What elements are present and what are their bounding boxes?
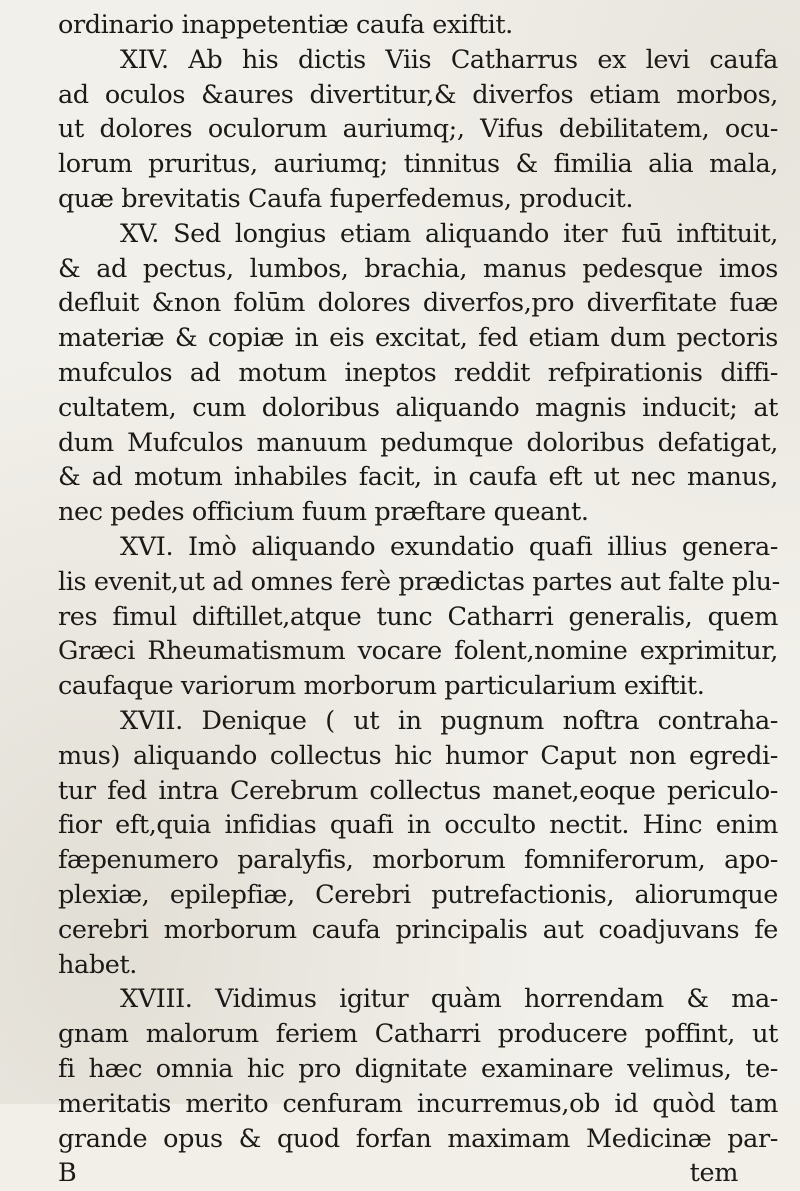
text-line: XVII. Denique ( ut in pugnum noftra contraha- (120, 705, 778, 736)
text-line: nec pedes officium fuum præftare queant. (58, 497, 589, 528)
text-line: mus) aliquando collectus hic humor Caput non egredi- (58, 740, 778, 771)
text-line: plexiæ, epilepfiæ, Cerebri putrefactionis, aliorumque (58, 879, 778, 910)
text-line: XVI. Imò aliquando exundatio quafi illius genera- (120, 531, 778, 562)
text-line: defluit &non folūm dolores diverfos,pro diverfitate fuæ (58, 288, 778, 319)
body-text (58, 8, 778, 1191)
text-line: fæpenumero paralyfis, morborum fomniferorum, apo- (58, 845, 778, 876)
catchword: tem (689, 1158, 738, 1189)
text-line: lorum pruritus, auriumq; tinnitus & fimilia alia mala, (58, 149, 778, 180)
text-line: & ad motum inhabiles facit, in caufa eft ut nec manus, (58, 462, 778, 493)
text-line: Græci Rheumatismum vocare folent,nomine exprimitur, (58, 636, 778, 667)
signature-mark: B (58, 1158, 77, 1189)
text-line: XIV. Ab his dictis Viis Catharrus ex levi caufa (120, 44, 778, 75)
footer-line (58, 1156, 778, 1191)
text-line: XVIII. Vidimus igitur quàm horrendam & ma- (120, 984, 778, 1015)
text-line: quæ brevitatis Caufa fuperfedemus, producit. (58, 183, 634, 214)
text-line: cerebri morborum caufa principalis aut coadjuvans fe (58, 914, 778, 945)
text-line: fior eft,quia infidias quafi in occulto nectit. Hinc enim (58, 810, 778, 841)
text-line: grande opus & quod forfan maximam Medicinæ par- (58, 1123, 778, 1154)
text-line: res fimul diftillet,atque tunc Catharri generalis, quem (58, 601, 778, 632)
text-line: habet. (58, 949, 137, 980)
text-line: tur fed intra Cerebrum collectus manet,eoque periculo- (58, 775, 778, 806)
text-line: ad oculos &aures divertitur,& diverfos etiam morbos, (58, 79, 778, 110)
text-line: materiæ & copiæ in eis excitat, fed etiam dum pectoris (58, 323, 778, 354)
text-line: caufaque variorum morborum particularium exiftit. (58, 671, 705, 702)
text-line: mufculos ad motum ineptos reddit refpirationis diffi- (58, 357, 778, 388)
text-line: gnam malorum feriem Catharri producere poffint, ut (58, 1019, 778, 1050)
text-line: meritatis merito cenfuram incurremus,ob id quòd tam (58, 1088, 778, 1119)
text-line: & ad pectus, lumbos, brachia, manus pedesque imos (58, 253, 778, 284)
text-line: XV. Sed longius etiam aliquando iter fuū inftituit, (120, 218, 778, 249)
text-line: lis evenit,ut ad omnes ferè prædictas partes aut falte plu- (58, 566, 780, 597)
text-line: ut dolores oculorum auriumq;, Vifus debilitatem, ocu- (58, 114, 778, 145)
text-line: dum Mufculos manuum pedumque doloribus defatigat, (58, 427, 778, 458)
text-line: cultatem, cum doloribus aliquando magnis inducit; at (58, 392, 778, 423)
text-line: fi hæc omnia hic pro dignitate examinare velimus, te- (58, 1053, 778, 1084)
text-line: ordinario inappetentiæ caufa exiftit. (58, 10, 513, 40)
